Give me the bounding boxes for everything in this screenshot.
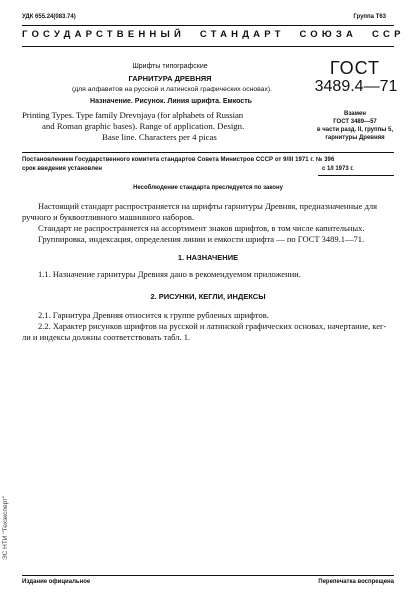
intro-paragraph-1-line-1: Настоящий стандарт распространяется на шрифты гарнитуры Древняя, предназначенные для <box>38 201 378 211</box>
decree-line-1: Постановлением Государственного комитета стандартов Совета Министров СССР от 9/III 1971 г. № 396 <box>22 157 335 163</box>
section-1-paragraph-1: 1.1. Назначение гарнитуры Древняя дано в рекомендуемом приложении. <box>38 269 301 279</box>
side-stamp: ЭС НТИ "Техэксперт" <box>2 495 9 560</box>
footer-reprint-prohibited: Перепечатка воспрещена <box>318 579 394 585</box>
gost-label: ГОСТ <box>329 58 381 78</box>
udk-code: УДК 655.24(083.74) <box>22 14 76 20</box>
replaces-label: Взамен <box>344 111 366 117</box>
english-title-line-1: Printing Types. Type family Drevnjaya (for alphabets of Russian <box>22 110 244 120</box>
intro-paragraph-3: Группировка, индексация, определения линии и емкости шрифта — по ГОСТ 3489.1—71. <box>38 234 365 244</box>
legal-notice: Несоблюдение стандарта преследуется по закону <box>133 185 283 191</box>
group-code: Группа Т63 <box>353 14 386 20</box>
state-standard-title: ГОСУДАРСТВЕННЫЙ СТАНДАРТ СОЮЗА ССР <box>22 29 405 40</box>
header-top-rule <box>22 25 394 26</box>
decree-date-rule <box>318 175 394 176</box>
replaces-line-3: гарнитуры Древняя <box>325 135 385 141</box>
title-line-4: Назначение. Рисунок. Линия шрифта. Емкость <box>90 98 252 105</box>
section-1-heading: 1. НАЗНАЧЕНИЕ <box>177 253 239 262</box>
section-2-paragraph-1: 2.1. Гарнитура Древняя относится к группе рубленых шрифтов. <box>38 310 269 320</box>
title-line-3: (для алфавитов на русской и латинской графических основах). <box>71 86 272 93</box>
decree-effective-date: с 1/I 1973 г. <box>322 166 354 172</box>
decree-line-2-left: срок введения установлен <box>22 166 102 172</box>
replaces-line-2: в части разд. II, группы 5, <box>316 127 394 133</box>
english-title-line-3: Base line. Characters per 4 picas <box>102 132 217 142</box>
section-2-paragraph-2-line-2: ли и индексы должны соответствовать табл. 1. <box>22 332 191 342</box>
header-bottom-rule <box>22 46 394 47</box>
section-2-paragraph-2-line-1: 2.2. Характер рисунков шрифтов на русской и латинской графических основах, начертание, кег- <box>38 321 387 331</box>
footer-official-edition: Издание официальное <box>22 579 91 585</box>
intro-paragraph-1-line-2: ручного и буквоотливного машинного наборов. <box>22 212 194 222</box>
section-2-heading: 2. РИСУНКИ, КЕГЛИ, ИНДЕКСЫ <box>150 292 266 301</box>
intro-paragraph-2: Стандарт не распространяется на ассортимент знаков шрифтов, в том числе капительных. <box>38 223 365 233</box>
title-block-rule <box>22 152 394 153</box>
footer-rule <box>22 575 394 576</box>
replaces-line-1: ГОСТ 3489—57 <box>333 119 377 125</box>
title-line-1: Шрифты типографские <box>132 63 208 70</box>
english-title-line-2: and Roman graphic bases). Range of application. Design. <box>42 121 245 131</box>
title-line-2: ГАРНИТУРА ДРЕВНЯЯ <box>128 74 212 83</box>
gost-number: 3489.4—71 <box>314 78 398 95</box>
